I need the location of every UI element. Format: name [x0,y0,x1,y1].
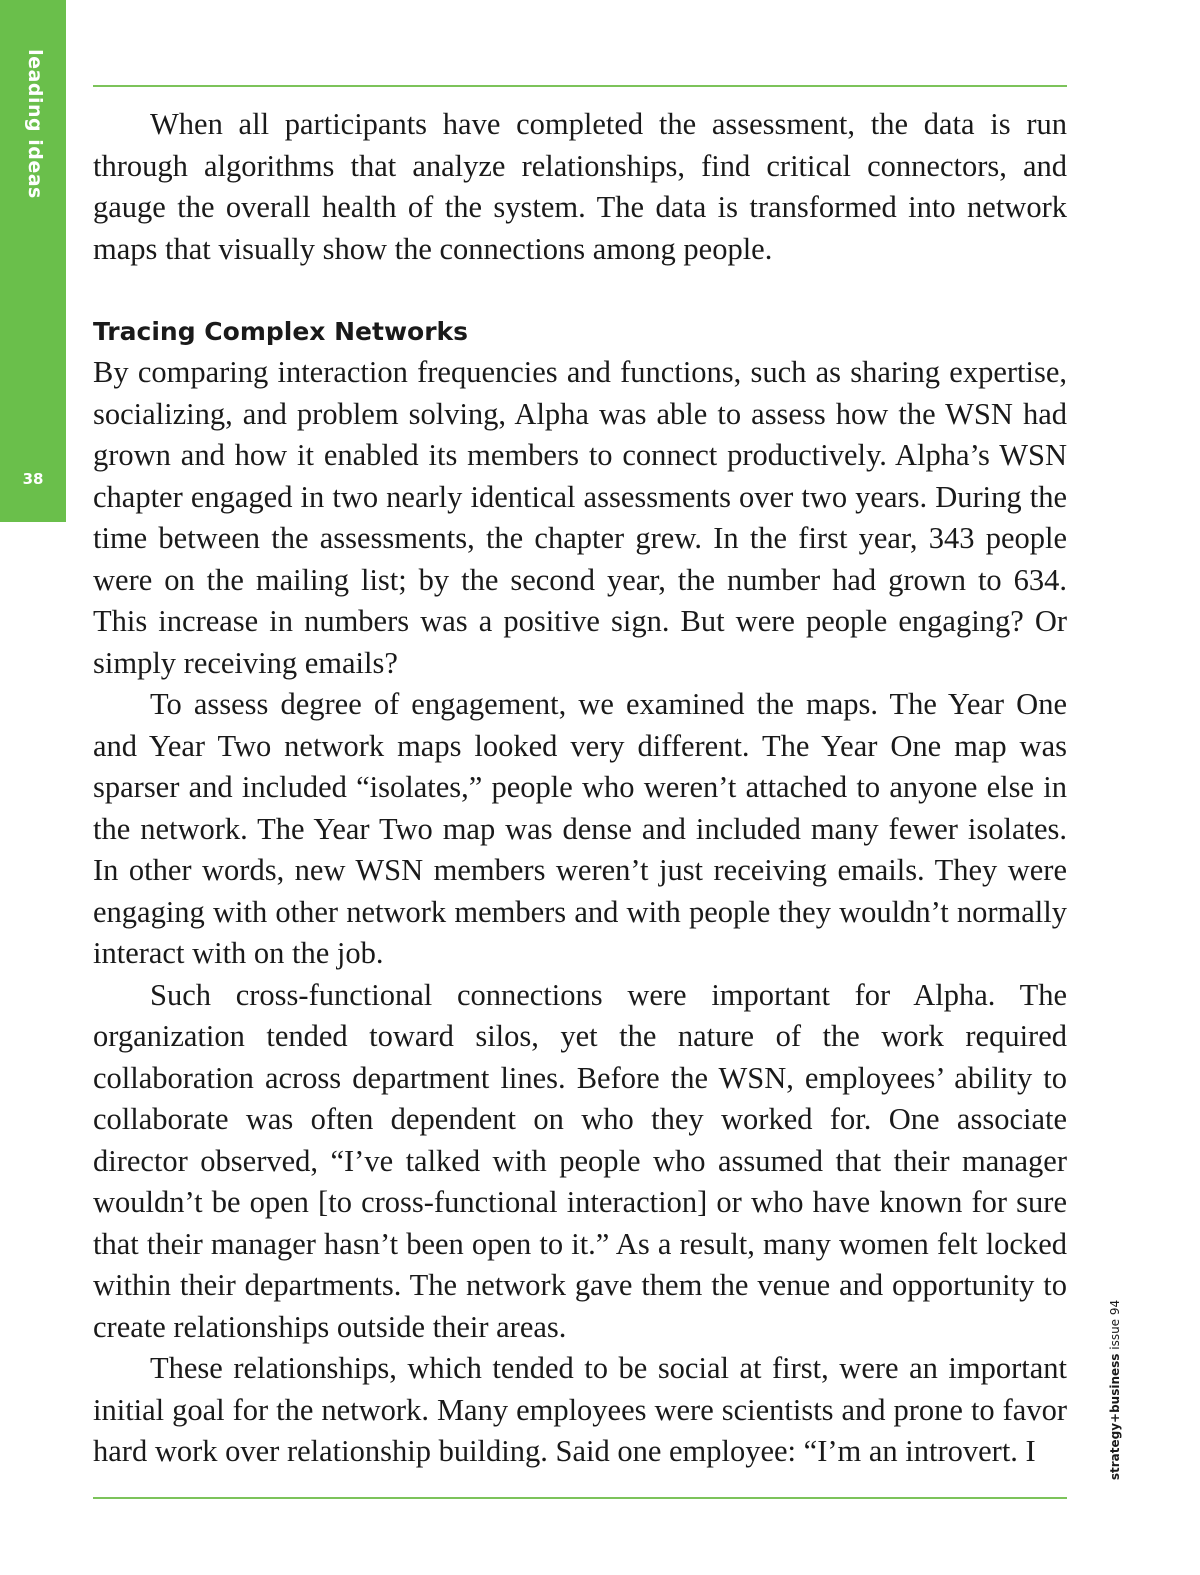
paragraph: These relationships, which tended to be social at first, were an important initial goal for the network. Many employees were scientists and prone to favor hard work over relationship building. Said one employee: “I’m an introvert. I [93,1351,1067,1468]
section-label: leading ideas [24,49,46,199]
publication-name: strategy+business [1108,1353,1122,1481]
section-tab [0,0,66,522]
issue-number: issue 94 [1108,1299,1122,1354]
bottom-rule [93,1497,1067,1499]
section-heading: Tracing Complex Networks [93,317,469,346]
publication-footer [1108,1300,1122,1480]
article-body [93,104,1067,1473]
paragraph: Such cross-functional connections were important for Alpha. The organization tended toward silos, yet the nature of the work required collaboration across department lines. Before the WSN, employees’ ability to collaborate was often dependent on who they worked for. One associate director observed, “I’ve talked with people who assumed that their manager wouldn’t be open [to cross-functional interaction] or who have known for sure that their manager hasn’t been open to it.” As a result, many women felt locked within their departments. The network gave them the venue and opportunity to create relationships outside their areas. [93,977,1067,1344]
top-rule [93,85,1067,87]
paragraph: When all participants have completed the assessment, the data is run through algorithms that analyze relationships, find critical connectors, and gauge the overall health of the system. The data is transformed into network maps that visually show the connections among people. [93,107,1067,266]
paragraph: By comparing interaction frequencies and functions, such as sharing expertise, socializing, and problem solving, Alpha was able to assess how the WSN had grown and how it enabled its members to connect productively. Alpha’s WSN chapter engaged in two nearly identical assessments over two years. During the time between the assessments, the chapter grew. In the first year, 343 people were on the mailing list; by the second year, the number had grown to 634. This increase in numbers was a positive sign. But were people engaging? Or simply receiving emails? [93,355,1067,680]
page-number: 38 [22,470,44,488]
paragraph: To assess degree of engagement, we examined the maps. The Year One and Year Two network maps looked very different. The Year One map was sparser and included “isolates,” people who weren’t attached to anyone else in the network. The Year Two map was dense and included many fewer isolates. In other words, new WSN members weren’t just receiving emails. They were engaging with other network members and with people they wouldn’t normally interact with on the job. [93,687,1067,970]
